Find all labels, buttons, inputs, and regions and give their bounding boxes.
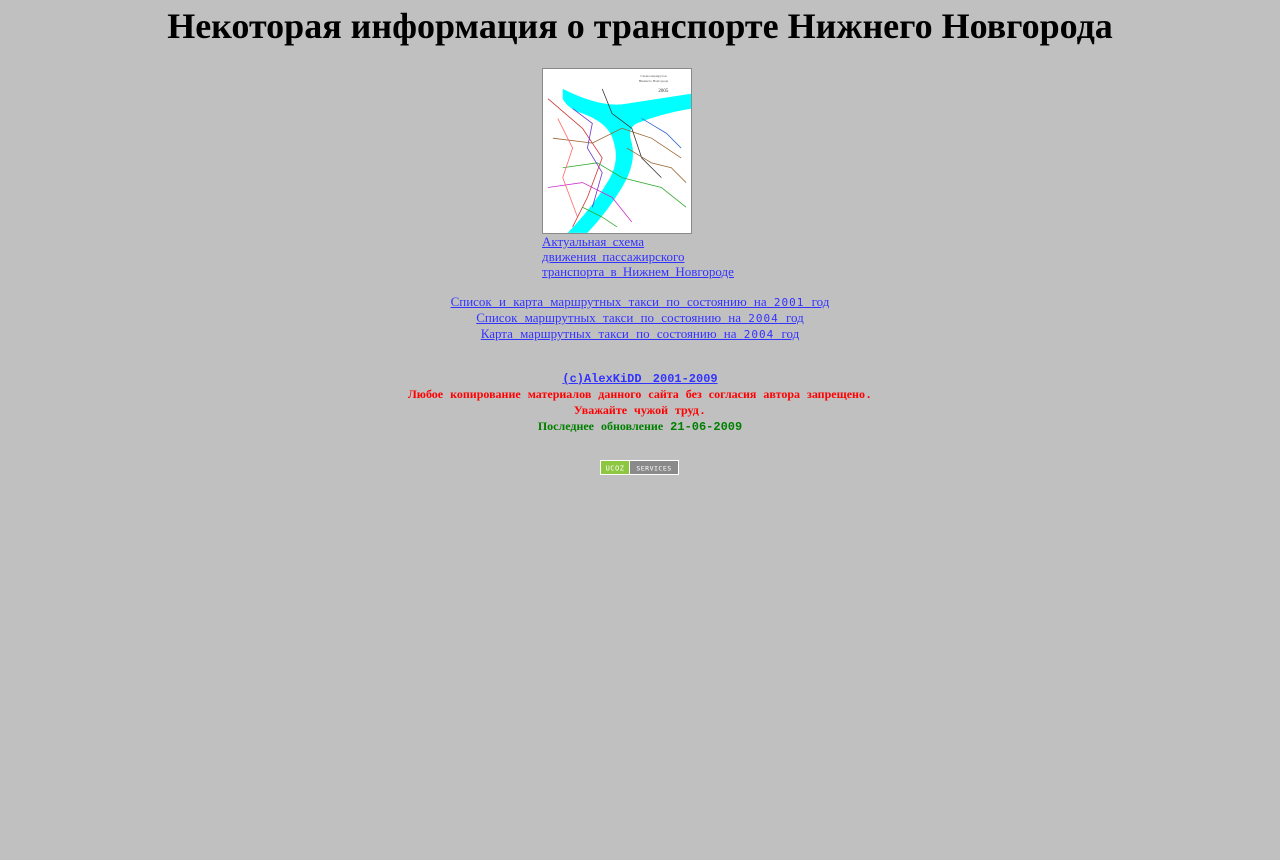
respect-note [0,403,1280,419]
copy-warning-text: Любое копирование материалов данного сайта без согласия автора запрещено [407,387,865,401]
link-year: 2001 [773,296,805,309]
link-suffix: год [811,294,830,309]
minibus-links [0,294,1280,342]
map-year-label: 2005 [658,88,669,94]
last-updated [0,419,1280,435]
updated-label: Последнее обновление [537,419,664,433]
map-scheme-link[interactable] [542,234,752,279]
map-link-line-3: транспорта в Нижнем Новгороде [542,264,734,279]
map-block [542,68,752,279]
link-year: 2004 [748,312,779,325]
counter-right-text: SERVICES [636,464,672,473]
updated-date: 21-06-2009 [670,420,743,434]
minibus-list-map-2001-link[interactable] [0,294,1280,310]
counter-left-text: UCOZ [605,464,625,473]
respect-end: . [698,404,707,418]
copy-warning [0,387,1280,403]
respect-text: Уважайте чужой труд [573,403,699,417]
map-link-line-2: движения пассажирского [542,249,685,264]
map-link-line-1: Актуальная схема [542,234,645,249]
link-text: Список и карта маршрутных такси по состоянию на [450,294,767,309]
footer [0,371,1280,435]
copyright-link[interactable]: (c)AlexKiDD 2001-2009 [562,372,718,386]
map-thumbnail[interactable] [542,68,692,234]
svg-text:Схема маршрутов: Схема маршрутов [640,74,667,78]
copy-warning-end: . [864,388,873,402]
link-text: Список маршрутных такси по состоянию на [476,310,742,325]
link-suffix: год [781,326,800,341]
minibus-map-2004-link[interactable] [0,326,1280,342]
svg-text:Нижнего Новгорода: Нижнего Новгорода [638,78,669,83]
minibus-list-2004-link[interactable] [0,310,1280,326]
link-year: 2004 [743,328,775,341]
link-suffix: год [786,310,804,325]
ucoz-counter-badge[interactable] [600,460,679,475]
link-text: Карта маршрутных такси по состоянию на [480,326,737,341]
map-thumbnail-link[interactable] [542,68,752,234]
page-title: Некоторая информация о транспорте Нижнего Новгорода [167,6,1113,46]
